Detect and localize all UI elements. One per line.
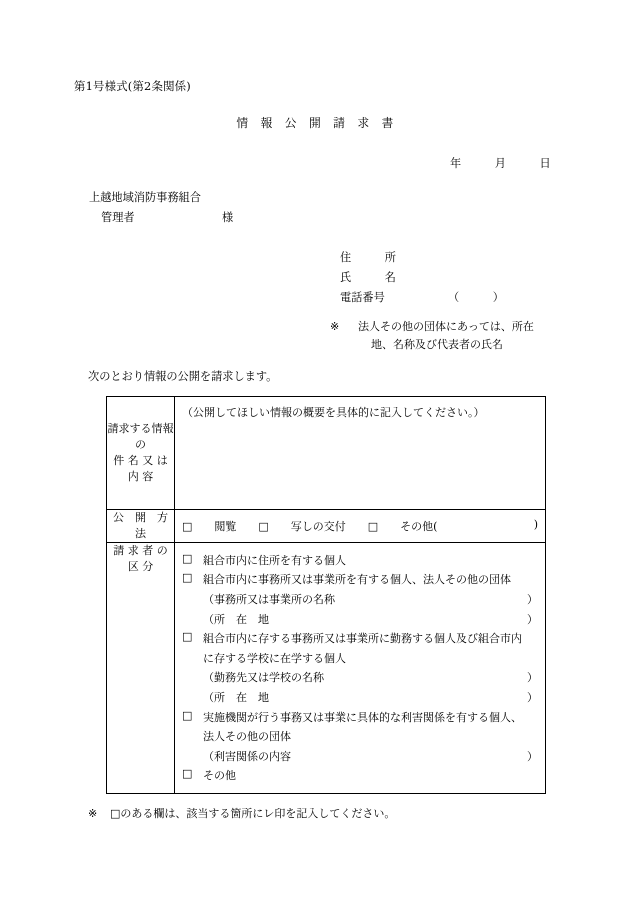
method-options-line[interactable]: □ 閲覧 □ 写しの交付 □ その他(	[182, 520, 438, 533]
category-option-close-paren-3: ）	[527, 612, 538, 626]
category-option-text-3: （所 在 地	[203, 612, 269, 626]
category-option-close-paren-2: ）	[527, 593, 538, 607]
table-row-method	[107, 510, 546, 543]
category-option-text-4[interactable]: 組合市内に存する事務所又は事業所に勤務する個人及び組合市内	[203, 632, 522, 646]
category-option-text-0[interactable]: 組合市内に住所を有する個人	[203, 553, 346, 567]
addressee-honorific: 様	[222, 211, 234, 224]
method-label: 公 開 方 法	[113, 511, 179, 540]
category-option-text-6: （勤務先又は学校の名称	[203, 671, 324, 685]
lead-sentence: 次のとおり情報の公開を請求します。	[88, 370, 278, 383]
table-row-subject	[107, 397, 546, 510]
category-option-text-2: （事務所又は事業所の名称	[203, 593, 335, 607]
subject-label-line-1: 請求する情報の	[107, 422, 174, 452]
document-title: 情 報 公 開 請 求 書	[236, 116, 394, 130]
category-option-text-1[interactable]: 組合市内に事務所又は事業所を有する個人、法人その他の団体	[203, 573, 511, 587]
applicant-phone-area-code-field: （ ）	[448, 291, 504, 304]
category-option-close-paren-6: ）	[527, 671, 538, 685]
category-option-close-paren-10: ）	[527, 749, 538, 763]
category-option-text-9: 法人その他の団体	[203, 730, 291, 744]
category-checkbox-4[interactable]: □	[182, 630, 193, 644]
corporate-note-line-1: 法人その他の団体にあっては、所在	[358, 320, 534, 333]
category-checkbox-1[interactable]: □	[182, 571, 193, 585]
table-row-category	[107, 542, 546, 793]
subject-label-line-2: 件 名 又 は 内 容	[113, 454, 168, 483]
applicant-name-label: 氏 名	[340, 271, 396, 284]
applicant-address-label: 住 所	[340, 251, 396, 264]
category-checkbox-8[interactable]: □	[182, 708, 193, 722]
category-option-text-8[interactable]: 実施機関が行う事務又は事業に具体的な利害関係を有する個人、	[203, 710, 522, 724]
method-label-cell	[107, 510, 179, 543]
date-line: 年 月 日	[450, 157, 551, 170]
category-options-cell[interactable]	[175, 542, 546, 793]
addressee-role: 管理者	[101, 211, 135, 224]
corporate-note-mark: ※	[330, 320, 340, 333]
corporate-note-line-2: 地、名称及び代表者の氏名	[371, 338, 503, 351]
category-option-text-11[interactable]: その他	[203, 769, 236, 783]
category-option-text-5: に存する学校に在学する個人	[203, 651, 346, 665]
addressee-organization: 上越地域消防事務組合	[89, 191, 201, 204]
category-label-cell	[107, 542, 175, 793]
category-option-text-7: （所 在 地	[203, 691, 269, 705]
footnote-mark: ※	[88, 807, 98, 820]
form-code: 第1号様式(第2条関係)	[74, 79, 191, 93]
category-option-text-10: （利害関係の内容	[203, 749, 291, 763]
category-checkbox-11[interactable]: □	[182, 767, 193, 781]
subject-input-cell[interactable]	[175, 397, 546, 510]
subject-hint-text: （公開してほしい情報の概要を具体的に記入してください。）	[182, 406, 485, 419]
category-label: 請 求 者 の 区 分	[113, 543, 168, 573]
applicant-phone-label: 電話番号	[340, 291, 385, 304]
subject-label-cell	[107, 397, 175, 510]
footnote-text: □のある欄は、該当する箇所にレ印を記入してください。	[110, 807, 396, 820]
category-checkbox-0[interactable]: □	[182, 551, 193, 565]
method-options-cell[interactable]	[175, 510, 546, 543]
method-other-close-paren: )	[533, 518, 538, 531]
request-table	[106, 396, 546, 794]
category-option-close-paren-7: ）	[527, 691, 538, 705]
